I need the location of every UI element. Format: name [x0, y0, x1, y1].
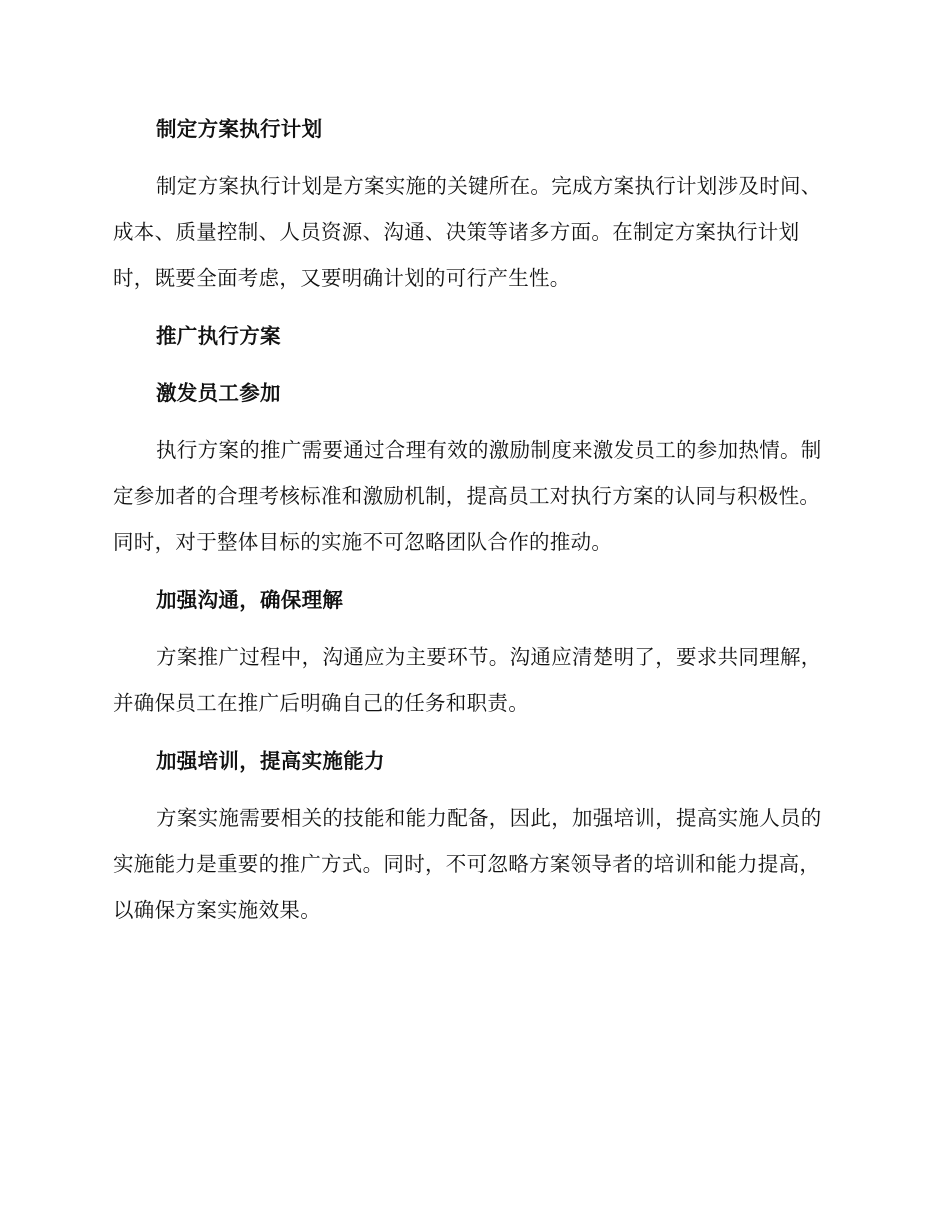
paragraph-communication: 方案推广过程中，沟通应为主要环节。沟通应清楚明了，要求共同理解，并确保员工在推广后明确自己的任务和职责。	[113, 645, 822, 715]
paragraph-execution-plan: 制定方案执行计划是方案实施的关键所在。完成方案执行计划涉及时间、成本、质量控制、人员资源、沟通、决策等诸多方面。在制定方案执行计划时，既要全面考虑，又要明确计划的可行产生性。	[113, 174, 822, 290]
paragraph-motivate-staff: 执行方案的推广需要通过合理有效的激励制度来激发员工的参加热情。制定参加者的合理考核标准和激励机制，提高员工对执行方案的认同与积极性。同时，对于整体目标的实施不可忽略团队合作的推动。	[113, 438, 822, 554]
section-heading-training: 加强培训，提高实施能力	[156, 749, 385, 773]
section-heading-execution-plan: 制定方案执行计划	[156, 117, 323, 141]
section-heading-communication: 加强沟通，确保理解	[156, 588, 344, 612]
paragraph-training: 方案实施需要相关的技能和能力配备，因此，加强培训，提高实施人员的实施能力是重要的推广方式。同时，不可忽略方案领导者的培训和能力提高，以确保方案实施效果。	[113, 806, 822, 922]
section-heading-motivate-staff: 激发员工参加	[156, 381, 281, 405]
document-body	[113, 106, 833, 943]
section-heading-promote-plan: 推广执行方案	[156, 324, 281, 348]
